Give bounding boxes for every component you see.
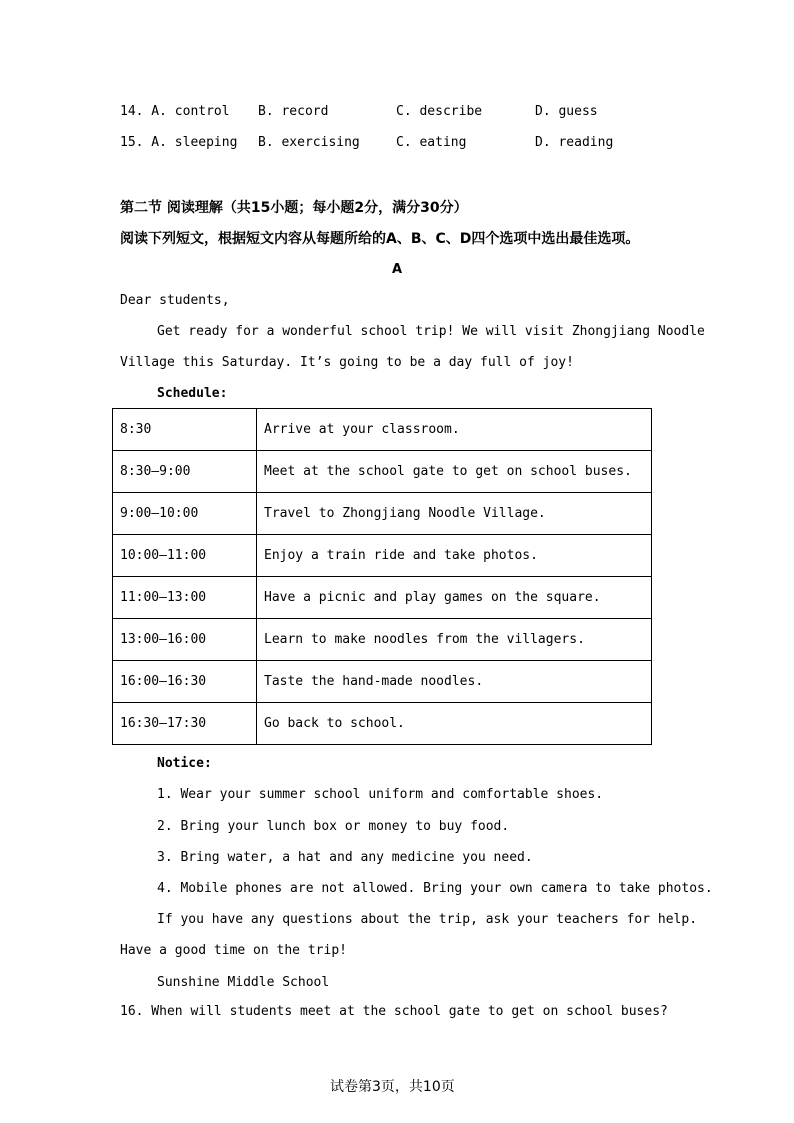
schedule-time: 16:30—17:30 bbox=[113, 703, 257, 745]
notice-item-4: 4. Mobile phones are not allowed. Bring your own camera to take photos. bbox=[157, 881, 713, 896]
schedule-activity: Taste the hand-made noodles. bbox=[257, 661, 652, 703]
q15-option-c: C. eating bbox=[396, 135, 467, 150]
table-row bbox=[113, 409, 652, 451]
notice-item-3: 3. Bring water, a hat and any medicine you need. bbox=[157, 850, 533, 865]
schedule-time: 13:00—16:00 bbox=[113, 619, 257, 661]
table-row bbox=[113, 451, 652, 493]
question-16: 16. When will students meet at the school gate to get on school buses? bbox=[120, 1004, 668, 1019]
notice-item-1: 1. Wear your summer school uniform and comfortable shoes. bbox=[157, 787, 604, 802]
notice-heading: Notice: bbox=[157, 756, 212, 771]
q14-option-c: C. describe bbox=[396, 104, 483, 119]
schedule-time: 8:30—9:00 bbox=[113, 451, 257, 493]
page-footer: 试卷第3页，共10页 bbox=[330, 1079, 455, 1095]
schedule-activity: Travel to Zhongjiang Noodle Village. bbox=[257, 493, 652, 535]
q14-option-d: D. guess bbox=[535, 104, 598, 119]
schedule-heading: Schedule: bbox=[157, 386, 228, 401]
table-row bbox=[113, 661, 652, 703]
schedule-activity: Meet at the school gate to get on school buses. bbox=[257, 451, 652, 493]
schedule-activity: Enjoy a train ride and take photos. bbox=[257, 535, 652, 577]
schedule-activity: Go back to school. bbox=[257, 703, 652, 745]
closing-line-1: If you have any questions about the trip, ask your teachers for help. bbox=[157, 912, 698, 927]
schedule-activity: Arrive at your classroom. bbox=[257, 409, 652, 451]
intro-line-1: Get ready for a wonderful school trip! We will visit Zhongjiang Noodle bbox=[157, 324, 705, 339]
table-row bbox=[113, 493, 652, 535]
schedule-time: 16:00—16:30 bbox=[113, 661, 257, 703]
intro-line-2: Village this Saturday. It’s going to be a day full of joy! bbox=[120, 355, 574, 370]
schedule-time: 10:00—11:00 bbox=[113, 535, 257, 577]
passage-label: A bbox=[392, 262, 403, 277]
letter-signature: Sunshine Middle School bbox=[157, 975, 330, 990]
section-title: 第二节 阅读理解（共15小题；每小题2分，满分30分） bbox=[120, 200, 468, 216]
letter-greeting: Dear students, bbox=[120, 293, 230, 308]
q14-option-b: B. record bbox=[258, 104, 329, 119]
q15-option-a: 15. A. sleeping bbox=[120, 135, 238, 150]
table-row bbox=[113, 619, 652, 661]
q15-option-b: B. exercising bbox=[258, 135, 360, 150]
section-instruction: 阅读下列短文，根据短文内容从每题所给的A、B、C、D四个选项中选出最佳选项。 bbox=[120, 231, 640, 247]
schedule-time: 8:30 bbox=[113, 409, 257, 451]
schedule-time: 9:00—10:00 bbox=[113, 493, 257, 535]
table-row bbox=[113, 577, 652, 619]
closing-line-2: Have a good time on the trip! bbox=[120, 943, 347, 958]
schedule-activity: Have a picnic and play games on the square. bbox=[257, 577, 652, 619]
schedule-activity: Learn to make noodles from the villagers. bbox=[257, 619, 652, 661]
schedule-table bbox=[112, 408, 652, 745]
table-row bbox=[113, 703, 652, 745]
table-row bbox=[113, 535, 652, 577]
schedule-time: 11:00—13:00 bbox=[113, 577, 257, 619]
notice-item-2: 2. Bring your lunch box or money to buy food. bbox=[157, 819, 510, 834]
q15-option-d: D. reading bbox=[535, 135, 614, 150]
q14-option-a: 14. A. control bbox=[120, 104, 230, 119]
